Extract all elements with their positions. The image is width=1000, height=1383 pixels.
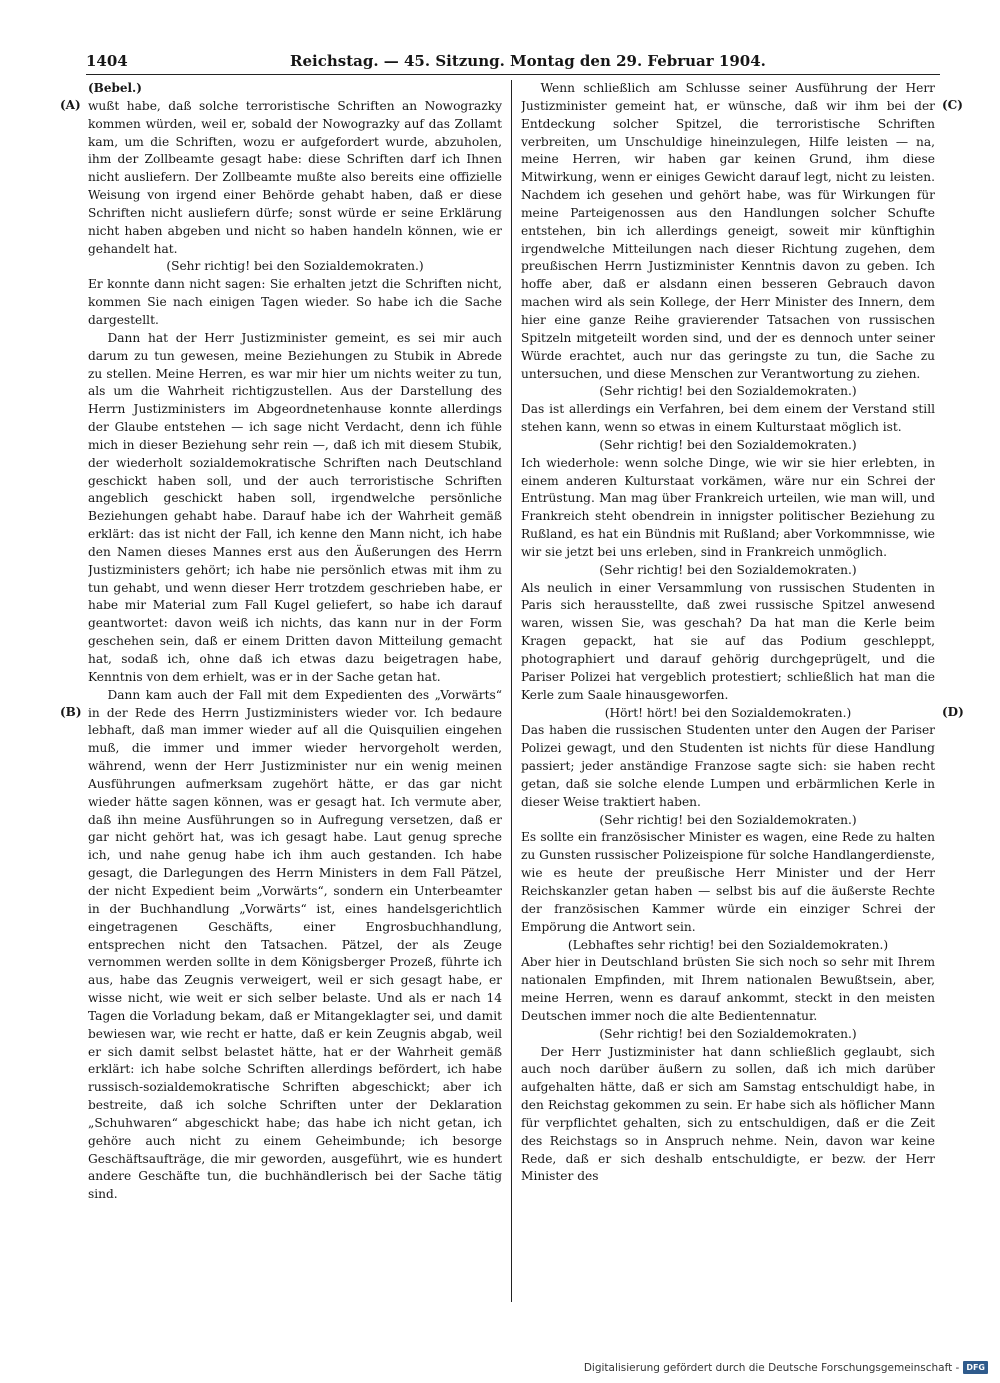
interjection: (Sehr richtig! bei den Sozialdemokraten.) bbox=[599, 437, 857, 452]
speaker-name: (Bebel.) bbox=[88, 81, 142, 95]
paragraph: Dann hat der Herr Justizminister gemeint, es sei mir auch darum zu tun gewesen, meine Beziehungen zu Stubik in Abrede zu stellen. Meine Herren, es war mir hier um nichts weiter zu tun, als um die Wahrheit richtigzustellen. Aus der Darstellung des Herrn Justizministers im Abgeordnetenhause konnte allerdings der Glaube entstehen — ich sage nicht Verdacht, denn ich fühle mich in dieser Beziehung sehr rein —, daß ich mit diesem Stubik, der wiederholt sozialdemokratische Schriften nach Deutschland geschickt haben soll, und der auch terroristische Schriften angeblich geschickt haben soll, irgendwelche persönliche Beziehungen gehabt habe. Darauf habe ich der Wahrheit gemäß erklärt: das ist nicht der Fall, ich kenne den Mann nicht, ich habe den Namen dieses Mannes erst aus den Äußerungen des Herrn Justizministers gehört; ich habe nie persönlich etwas mit ihm zu tun gehabt, und wenn dieser Herr trotzdem geschrieben habe, er habe mir Material zum Fall Kugel geliefert, so habe ich darauf geantwortet: davon weiß ich nichts, das kann nur in der Form geschehen sein, daß er einem Dritten davon Mitteilung gemacht hat, sodaß ich, ohne daß ich etwas dazu beigetragen habe, Kenntnis von dem erhielt, was er in der Sache getan hat. bbox=[88, 330, 502, 684]
interjection: (Sehr richtig! bei den Sozialdemokraten.) bbox=[599, 562, 857, 577]
paragraph: Es sollte ein französischer Minister es wagen, eine Rede zu halten zu Gunsten russischer Polizeispione für solche Handlangerdienste, wie es heute der preußische Herr Minister und der Herr Reichskanzler getan haben — selbst bis auf die äußerste Rechte der französischen Kammer würde ein einziger Schrei der Empörung die Antwort sein. bbox=[521, 830, 935, 934]
margin-marker-c: (C) bbox=[942, 98, 963, 112]
page-header bbox=[86, 50, 940, 76]
interjection: (Sehr richtig! bei den Sozialdemokraten.) bbox=[599, 1026, 857, 1041]
margin-marker-b: (B) bbox=[60, 705, 82, 719]
running-title: Reichstag. — 45. Sitzung. Montag den 29. Februar 1904. bbox=[290, 52, 766, 70]
paragraph: Das ist allerdings ein Verfahren, bei dem einem der Verstand still stehen kann, wenn so etwas in einem Kulturstaat möglich ist. bbox=[521, 402, 935, 435]
digitization-credit bbox=[584, 1361, 988, 1374]
paragraph: Als neulich in einer Versammlung von russischen Studenten in Paris sich herausstellte, daß zwei russische Spitzel anwesend waren, wissen Sie, was geschah? Da hat man die Kerle beim Kragen gepackt, hat sie auf das Podium geschleppt, photographiert und darauf gehörig durchgeprügelt, und die Pariser Polizei hat vergeblich protestiert; schließlich hat man die Kerle zum Saale hinausgeworfen. bbox=[521, 580, 935, 702]
interjection: (Hört! hört! bei den Sozialdemokraten.) bbox=[604, 705, 852, 720]
paragraph: Dann kam auch der Fall mit dem Expedienten des „Vorwärts“ in der Rede des Herrn Justizministers wieder vor. Ich bedaure lebhaft, daß man immer wieder auf all die Quisquilien eingehen muß, die immer und immer wieder hervorgeholt werden, während, wenn der Herr Justizminister nur ein wenig meinen Ausführungen aufmerksam zugehört hätte, er das gar nicht wieder hätte sagen können, was er gesagt hat. Ich vermute aber, daß ihn meine Ausführungen so in Aufregung versetzen, daß er gar nicht gehört hat, was ich gesagt habe. Laut genug spreche ich, und nahe genug habe ich ihm auch gestanden. Ich habe gesagt, die Darlegungen des Herrn Ministers in dem Fall Pätzel, der nicht Expedient beim „Vorwärts“, sondern ein Unterbeamter in der Buchhandlung „Vorwärts“ ist, eines handelsgerichtlich eingetragenen Geschäfts, einer Engrosbuchhandlung, entsprechen nicht den Tatsachen. Pätzel, der als Zeuge vernommen werden sollte in dem Königsberger Prozeß, führte ich aus, habe das Zeugnis verweigert, weil er sich gesagt habe, er wisse nicht, wie weit er sich selber belaste. Und als er nach 14 Tagen die Vorladung bekam, daß er Mitangeklagter sei, und damit bewiesen war, wie recht er hatte, daß er kein Zeugnis abgab, weil er sich damit selbst belastet hätte, hat er der Wahrheit gemäß erklärt: ich habe solche Schriften allerdings befördert, ich habe russisch-sozialdemokratische Schriften abgeschickt; aber ich bestreite, daß ich solche Schriften unter der Deklaration „Schuhwaren“ abgeschickt habe; das habe ich nicht getan, ich gehöre auch nicht zu einem Geheimbunde; ich besorge Geschäftsaufträge, die mir geworden, ausgeführt, wie es hundert andere Geschäfte tun, die buchhändlerisch bei der Sache tätig sind. bbox=[88, 687, 502, 1202]
interjection: (Sehr richtig! bei den Sozialdemokraten.) bbox=[599, 384, 857, 399]
paragraph: Ich wiederhole: wenn solche Dinge, wie wir sie hier erlebten, in einem anderen Kulturstaat vorkämen, wäre nur ein Schrei der Entrüstung. Man mag über Frankreich urteilen, wie man will, und Frankreich steht obendrein in innigster politischer Beziehung zu Rußland, es hat ein Bündnis mit Rußland; aber Vorkommnisse, wie wir sie jetzt bei uns erleben, sind in Frankreich unmöglich. bbox=[521, 455, 935, 559]
paragraph: Er konnte dann nicht sagen: Sie erhalten jetzt die Schriften nicht, kommen Sie nach einigen Tagen wieder. So habe ich die Sache dargestellt. bbox=[88, 277, 502, 327]
paragraph: wußt habe, daß solche terroristische Schriften an Nowograzky kommen würden, weil er, sobald der Nowograzky auf das Zollamt kam, um die Schriften, wozu er aufgefordert wurde, abzuholen, ihm der Zollbeamte gesagt habe: diese Schriften darf ich Ihnen nicht ausliefern. Der Zollbeamte mußte also bereits eine offizielle Weisung von irgend einer Behörde gehabt haben, daß er diese Schriften nicht ausliefern dürfe; sonst würde er seine Erklärung nicht haben abgeben und nicht so haben handeln können, wie er gehandelt hat. bbox=[88, 98, 502, 256]
interjection: (Sehr richtig! bei den Sozialdemokraten.) bbox=[166, 259, 424, 274]
dfg-logo: DFG bbox=[963, 1361, 988, 1374]
header-rule bbox=[86, 74, 940, 75]
column-rule bbox=[511, 80, 512, 1302]
paragraph: Wenn schließlich am Schlusse seiner Ausführung der Herr Justizminister gemeint hat, er wünsche, daß wir ihm bei der Entdeckung solcher Spitzel, die terroristische Schriften verbreiten, um Unschuldige hineinzulegen, Hilfe leisten — na, meine Herren, wir haben gar keinen Grund, ihm diese Mitwirkung, wenn er einiges Gewicht darauf legt, nicht zu leisten. Nachdem ich gesehen und gehört habe, was für Wirkungen für meine Parteigenossen aus den Handlungen solcher Schufte entstehen, bin ich allerdings geneigt, soweit mir künftighin irgendwelche Mitteilungen nach dieser Richtung zugehen, dem preußischen Herrn Justizminister Kenntnis davon zu geben. Ich hoffe aber, daß er alsdann einen besseren Gebrauch davon machen wird als sein Kollege, der Herr Minister des Innern, dem hier eine ganze Reihe gravierender Tatsachen von russischen Spitzeln mitgeteilt worden sind, und der es dennoch unter seiner Würde erachtet, auch nur das geringste zu tun, die Sache zu untersuchen, und diese Menschen zur Verantwortung zu ziehen. bbox=[521, 81, 935, 381]
interjection: (Sehr richtig! bei den Sozialdemokraten.) bbox=[599, 812, 857, 827]
margin-marker-d: (D) bbox=[942, 705, 964, 719]
paragraph: Der Herr Justizminister hat dann schließlich geglaubt, sich auch noch darüber äußern zu sollen, daß ich mich darüber aufgehalten hätte, daß er sich am Samstag entschuldigt habe, in den Reichstag gekommen zu sein. Er habe sich als höflicher Mann für verpflichtet gehalten, sich zu entschuldigen, daß er die Zeit des Reichstags so in Anspruch nehme. Nein, davon war keine Rede, daß er sich deshalb entschuldigte, er bezw. der Herr Minister des bbox=[521, 1044, 935, 1184]
interjection: (Lebhaftes sehr richtig! bei den Sozialdemokraten.) bbox=[567, 937, 889, 952]
right-column bbox=[521, 80, 935, 1302]
left-column bbox=[88, 80, 502, 1302]
page-number: 1404 bbox=[86, 52, 128, 70]
credit-text: Digitalisierung gefördert durch die Deutsche Forschungsgemeinschaft - bbox=[583, 1361, 960, 1374]
margin-marker-a: (A) bbox=[60, 98, 81, 112]
paragraph: Aber hier in Deutschland brüsten Sie sich noch so sehr mit Ihrem nationalen Empfinden, mit Ihrem nationalen Bewußtsein, aber, meine Herren, wenn es darauf ankommt, steckt in den meisten Deutschen immer noch die alte Bedientennatur. bbox=[521, 955, 935, 1023]
paragraph: Das haben die russischen Studenten unter den Augen der Pariser Polizei gewagt, und den Studenten ist nichts für diese Handlung passiert; jeder anständige Franzose sagte sich: sie haben recht getan, daß sie solche elende Lumpen und erbärmlichen Kerle in dieser Weise traktiert haben. bbox=[521, 723, 935, 809]
